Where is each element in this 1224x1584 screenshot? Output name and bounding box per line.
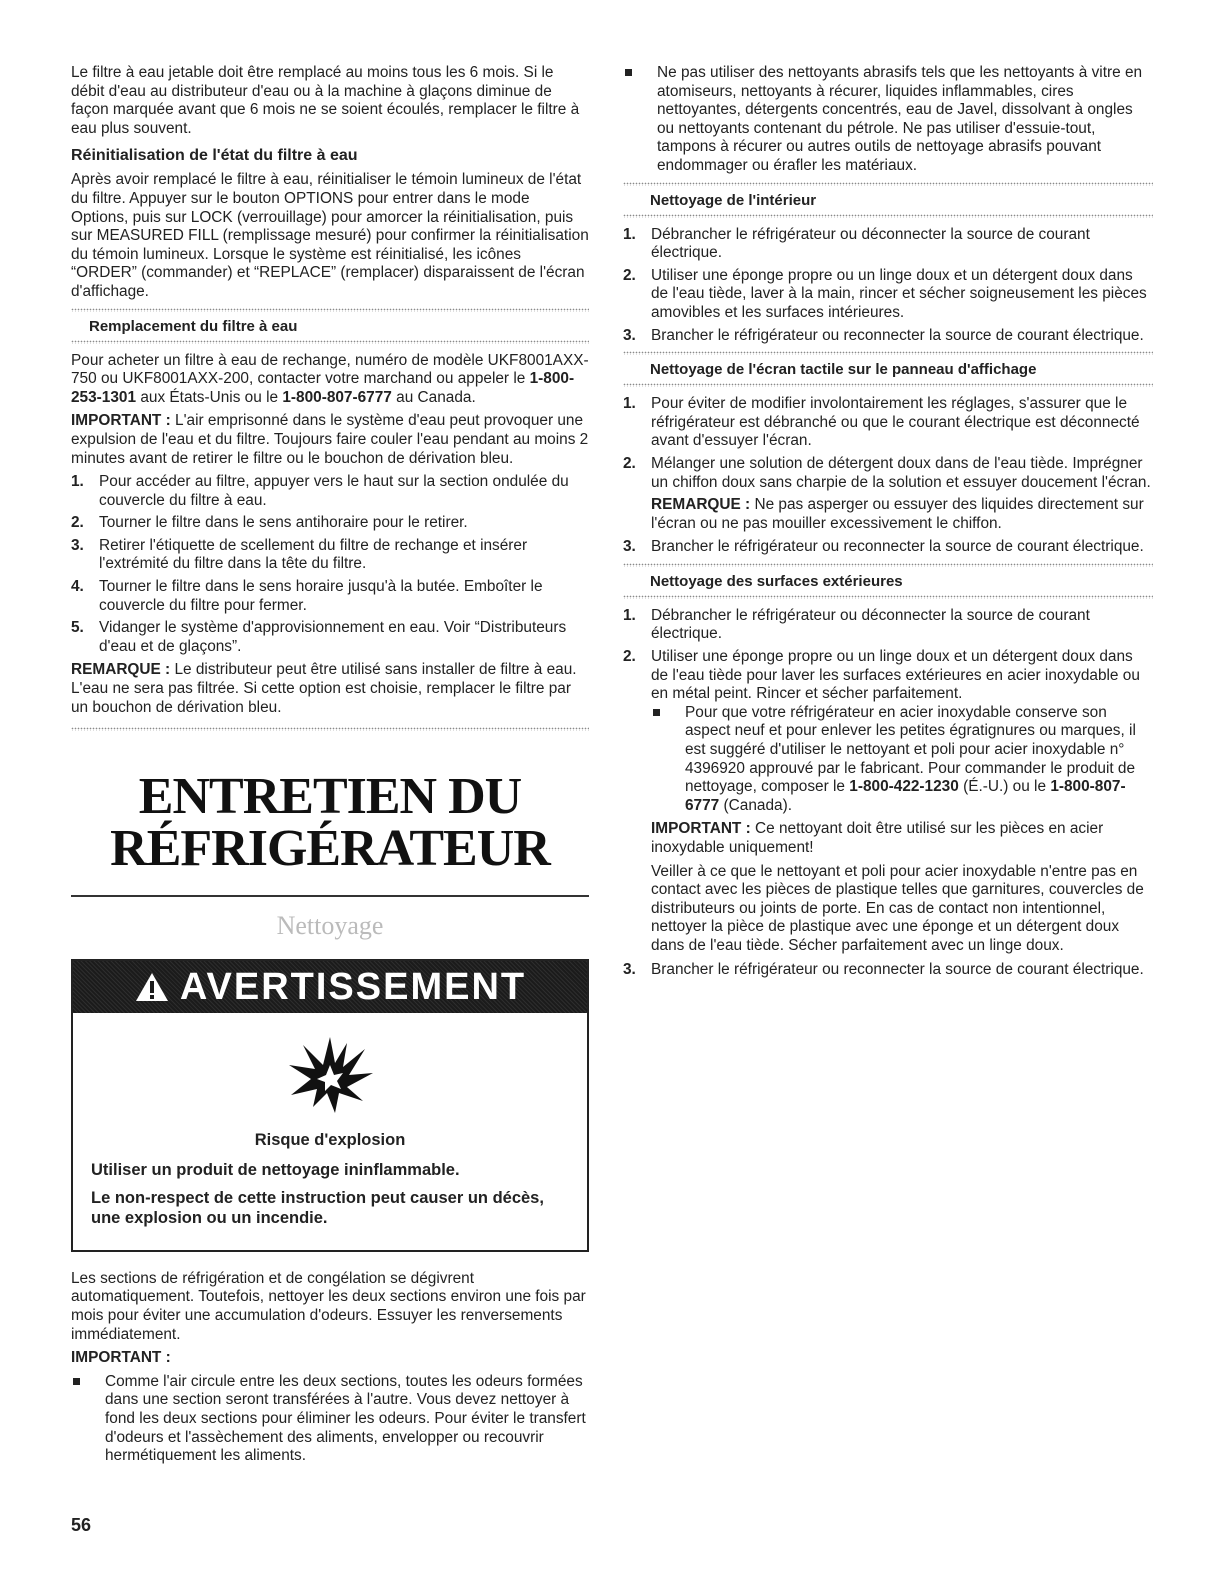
dotted-rule <box>71 727 589 731</box>
replace-heading: Remplacement du filtre à eau <box>89 317 298 335</box>
screen-heading: Nettoyage de l'écran tactile sur le panneau d'affichage <box>650 361 1037 379</box>
reset-text: Après avoir remplacé le filtre à eau, réinitialiser le témoin lumineux de l'état du filtre. Appuyer sur le bouton OPTIONS pour entrer dans le mode Options, puis sur LOCK (verrouillage) pour amorcer la réinitialisation, puis sur MEASURED FILL (remplissage mesuré) pour confirmer la réinitialisation du témoin lumineux. Lorsque le système est réinitialisé, les icônes “ORDER” (commander) et “REPLACE” (remplacer) disparaissent de l'écran d'affichage. <box>71 171 589 300</box>
important-label-2: IMPORTANT : <box>71 1349 171 1367</box>
filter-intro: Le filtre à eau jetable doit être remplacé au moins tous les 6 mois. Si le débit d'eau au distributeur d'eau ou à la machine à glaçons diminue de façon marquée avant que 6 mois ne se soient écoulés, remplacer le filtre à eau plus souvent. <box>71 64 580 137</box>
dotted-rule <box>71 340 589 344</box>
list-item: 2. Mélanger une solution de détergent doux dans de l'eau tiède. Imprégner un chiffon doux sans charpie de la solution et essuyer doucement l'écran. REMARQUE : Ne pas asperger ou essuyer des liquides directement sur l'écran ou ne pas mouiller excessivement le chiffon. <box>623 455 1153 533</box>
warning-box <box>71 959 589 1252</box>
list-item: Comme l'air circule entre les deux sections, toutes les odeurs formées dans une section seront transférées à l'autre. Vous devez nettoyer à fond les deux sections pour éliminer les odeurs. Pour éviter le transfert d'odeurs et l'assèchement des aliments, envelopper ou recouvrir hermétiquement les aliments. <box>71 1373 589 1466</box>
list-item: 2. Utiliser une éponge propre ou un linge doux et un détergent doux dans de l'eau tiède, laver à la main, rincer et sécher soigneusement les pièces amovibles et les surfaces intérieures. <box>623 266 1147 321</box>
phone-canada: 1-800-807-6777 <box>282 388 392 406</box>
filter-steps <box>71 473 589 656</box>
replace-subsection-header <box>71 308 589 344</box>
exterior-heading: Nettoyage des surfaces extérieures <box>650 572 903 590</box>
important-note: IMPORTANT : L'air emprisonné dans le système d'eau peut provoquer une expulsion de l'eau et du filtre. Toujours faire couler l'eau pendant au moins 2 minutes avant de retirer le filtre ou le bouchon de dérivation bleu. <box>71 412 589 467</box>
list-item: Ne pas utiliser des nettoyants abrasifs tels que les nettoyants à vitre en atomiseurs, nettoyants à récurer, liquides inflammables, cires nettoyantes, détergents concentrés, eau de Javel, dissolvant à ongles ou nettoyants contenant du pétrole. Ne pas utiliser d'essuie-tout, tampons à récurer ou autres outils de nettoyage abrasifs pouvant endommager ou érafler les matériaux. <box>623 64 1153 176</box>
list-item: 3. Brancher le réfrigérateur ou reconnecter la source de courant électrique. <box>623 538 1144 556</box>
phone-us: 1-800-422-1230 <box>849 778 959 796</box>
exterior-subsection-header <box>623 563 1153 599</box>
title-rule <box>71 895 589 897</box>
stainless-bullets <box>651 704 1153 816</box>
interior-heading: Nettoyage de l'intérieur <box>650 191 817 209</box>
list-item: 3. Brancher le réfrigérateur ou reconnecter la source de courant électrique. <box>623 326 1144 344</box>
dotted-rule <box>623 383 1153 387</box>
exterior-steps <box>623 607 1153 979</box>
list-item: 3. Retirer l'étiquette de scellement du filtre de rechange et insérer l'extrémité du filtre dans la tête du filtre. <box>71 536 528 573</box>
title-line-1: ENTRETIEN DU <box>138 768 522 826</box>
defrost-text: Les sections de réfrigération et de congélation se dégivrent automatiquement. Toutefois, nettoyer les deux sections environ une fois par mois pour éviter une accumulation d'odeurs. Essuyer les renversements immédiatement. <box>71 1269 586 1343</box>
exterior-para: Veiller à ce que le nettoyant et poli pour acier inoxydable n'entre pas en contact avec les pièces de plastique telles que garnitures, couvercles de distributeurs ou joints de porte. En cas de contact non intentionnel, nettoyer la pièce de plastique avec une éponge et un détergent doux dans de l'eau tiède. Sécher parfaitement avec un linge doux. <box>651 862 1144 954</box>
screen-remarque: REMARQUE : Ne pas asperger ou essuyer des liquides directement sur l'écran ou ne pas mouiller excessivement le chiffon. <box>651 496 1144 532</box>
list-item: 5. Vidanger le système d'approvisionnement en eau. Voir “Distributeurs d'eau et de glaçons”. <box>71 619 567 655</box>
phone-canada: 1-800-807-6777 <box>685 778 1126 814</box>
warning-line-2: Le non-respect de cette instruction peut causer un décès, une explosion ou un incendie. <box>91 1188 544 1227</box>
left-column <box>71 64 589 1471</box>
buy-filter-text: Pour acheter un filtre à eau de rechange, numéro de modèle UKF8001AXX-750 ou UKF8001AXX-200, contacter votre marchand ou appeler le 1-800-253-1301 aux États-Unis ou le 1-800-807-6777 au Canada. <box>71 351 589 406</box>
list-item: 1. Pour accéder au filtre, appuyer vers le haut sur la section ondulée du couvercle du filtre à eau. <box>71 473 569 509</box>
list-item: 4. Tourner le filtre dans le sens horaire jusqu'à la butée. Emboîter le couvercle du filtre pour fermer. <box>71 578 543 614</box>
warning-label: AVERTISSEMENT <box>179 965 527 1008</box>
explosion-icon <box>285 1035 375 1115</box>
list-item: 2. Tourner le filtre dans le sens antihoraire pour le retirer. <box>71 514 468 532</box>
list-item: 1. Débrancher le réfrigérateur ou déconnecter la source de courant électrique. <box>623 225 1090 262</box>
exterior-important: IMPORTANT : Ce nettoyant doit être utilisé sur les pièces en acier inoxydable uniquement! <box>651 820 1104 856</box>
warning-triangle-icon <box>134 971 170 1003</box>
list-item: 1. Pour éviter de modifier involontairement les réglages, s'assurer que le réfrigérateur est débranché ou que le courant électrique est déconnecté avant d'essuyer l'écran. <box>623 395 1140 450</box>
list-item: 2. Utiliser une éponge propre ou un linge doux et un détergent doux dans de l'eau tiède pour laver les surfaces extérieures en acier inoxydable ou en métal peint. Rincer et sécher parfaitement. Pour que votre réfrigérateur en acier inoxydable conserve son aspect neuf et pour enlever les petites égratignures ou marques, il est suggéré d'utiliser le nettoyant et poli pour acier inoxydable n° 4396920 approuvé par le fabricant. Pour commander le produit de nettoyage, composer le 1-800-422-1230 (É.-U.) ou le 1-800-807-6777 (Canada). IMPORTANT : Ce nettoyant doit être utilisé sur les pièces en acier inoxydable uniquement! Veiller à ce que le nettoyant et poli pour acier inoxydable n'entre pas en contact avec les pièces de plastique telles que garnitures, couvercles de distributeurs ou joints de porte. En cas de contact non intentionnel, nettoyer la pièce de plastique avec une éponge et un détergent doux dans de l'eau tiède. Sécher parfaitement avec un linge doux. <box>623 648 1153 956</box>
list-item: 1. Débrancher le réfrigérateur ou déconnecter la source de courant électrique. <box>623 606 1090 643</box>
dotted-rule <box>623 214 1153 218</box>
warning-header <box>73 961 587 1013</box>
page-number: 56 <box>71 1515 92 1535</box>
interior-steps <box>623 226 1153 346</box>
odor-bullets <box>71 1373 589 1466</box>
dotted-rule <box>623 595 1153 599</box>
abrasive-bullets <box>623 64 1153 176</box>
screen-steps <box>623 395 1153 557</box>
subtitle-nettoyage: Nettoyage <box>276 911 384 941</box>
phone-us: 1-800-253-1301 <box>71 370 575 406</box>
section-title <box>71 768 589 878</box>
warning-risk: Risque d'explosion <box>254 1131 406 1150</box>
list-item: 3. Brancher le réfrigérateur ou reconnecter la source de courant électrique. <box>623 960 1144 978</box>
reset-heading: Réinitialisation de l'état du filtre à eau <box>71 147 358 165</box>
right-column <box>623 64 1153 984</box>
title-line-2: RÉFRIGÉRATEUR <box>110 820 550 878</box>
list-item: Pour que votre réfrigérateur en acier inoxydable conserve son aspect neuf et pour enlever les petites égratignures ou marques, il est suggéré d'utiliser le nettoyant et poli pour acier inoxydable n° 4396920 approuvé par le fabricant. Pour commander le produit de nettoyage, composer le 1-800-422-1230 (É.-U.) ou le 1-800-807-6777 (Canada). <box>651 704 1153 816</box>
screen-subsection-header <box>623 351 1153 387</box>
remarque-note: REMARQUE : Le distributeur peut être utilisé sans installer de filtre à eau. L'eau ne sera pas filtrée. Si cette option est choisie, remplacer le filtre par un bouchon de dérivation bleu. <box>71 661 577 716</box>
interior-subsection-header <box>623 182 1153 218</box>
warning-line-1: Utiliser un produit de nettoyage ininflammable. <box>91 1160 460 1179</box>
